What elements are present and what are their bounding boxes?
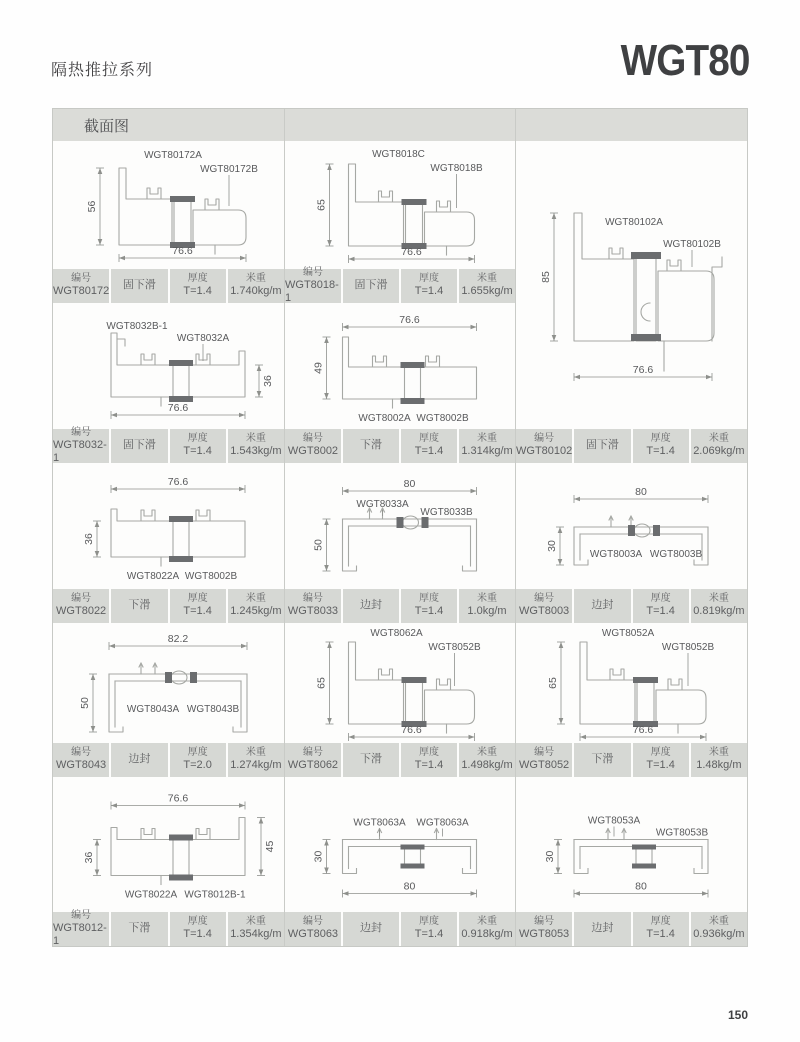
profile-type: 固下滑 xyxy=(585,439,619,452)
info-row xyxy=(53,589,284,623)
svg-text:WGT8032B-1: WGT8032B-1 xyxy=(106,321,168,332)
cross-section-diagram xyxy=(53,463,284,589)
profile-thickness: T=1.4 xyxy=(414,285,444,298)
svg-text:WGT8002B: WGT8002B xyxy=(184,571,238,582)
profile-weight: 1.245kg/m xyxy=(230,605,282,618)
profile-thickness: T=1.4 xyxy=(414,928,444,941)
info-label-weight: 米重 xyxy=(245,273,266,285)
profile-code: WGT8032-1 xyxy=(53,438,107,464)
cross-section-diagram xyxy=(53,623,284,743)
info-row xyxy=(285,589,515,623)
info-label-thickness: 厚度 xyxy=(187,593,208,605)
info-label-weight: 米重 xyxy=(477,747,497,759)
profile-weight: 1.543kg/m xyxy=(230,445,282,458)
info-label-weight: 米重 xyxy=(245,747,266,759)
svg-text:WGT8018B: WGT8018B xyxy=(430,163,483,174)
profile-cell-wgt8002 xyxy=(285,303,516,463)
profile-code: WGT8003 xyxy=(519,605,570,618)
svg-text:WGT8063A: WGT8063A xyxy=(353,817,406,829)
svg-text:76.6: 76.6 xyxy=(167,402,189,414)
info-label-code: 编号 xyxy=(71,747,92,759)
profile-cell-wgt80102 xyxy=(516,141,747,463)
info-label-thickness: 厚度 xyxy=(419,273,439,285)
profile-type: 下滑 xyxy=(591,753,614,766)
svg-text:WGT8062A: WGT8062A xyxy=(370,628,423,639)
info-label-thickness: 厚度 xyxy=(187,433,208,445)
profile-weight: 1.740kg/m xyxy=(230,285,282,298)
info-row xyxy=(53,269,284,303)
profile-cell-wgt8032-1 xyxy=(53,303,285,463)
svg-text:80: 80 xyxy=(635,486,647,498)
svg-text:WGT8003A: WGT8003A xyxy=(589,549,643,560)
svg-text:WGT8053B: WGT8053B xyxy=(655,827,709,839)
info-label-thickness: 厚度 xyxy=(650,433,671,445)
profile-code: WGT8053 xyxy=(519,928,570,941)
info-label-code: 编号 xyxy=(303,916,323,928)
info-label-thickness: 厚度 xyxy=(187,916,208,928)
info-row xyxy=(53,909,284,947)
info-label-code: 编号 xyxy=(303,593,323,605)
profile-thickness: T=1.4 xyxy=(183,605,212,618)
profile-thickness: T=1.4 xyxy=(646,445,675,458)
cross-section-diagram xyxy=(285,463,515,589)
svg-text:WGT8012B-1: WGT8012B-1 xyxy=(184,889,246,901)
profile-weight: 0.918kg/m xyxy=(461,928,513,941)
info-label-code: 编号 xyxy=(534,916,555,928)
profile-type: 下滑 xyxy=(360,753,382,766)
info-label-thickness: 厚度 xyxy=(650,747,671,759)
svg-text:85: 85 xyxy=(540,271,552,283)
info-label-weight: 米重 xyxy=(245,916,266,928)
svg-text:36: 36 xyxy=(83,533,95,545)
profile-type: 边封 xyxy=(360,922,382,935)
info-label-weight: 米重 xyxy=(708,593,729,605)
profile-cell-wgt8043 xyxy=(53,623,285,777)
page-number: 150 xyxy=(727,1008,748,1022)
info-label-code: 编号 xyxy=(534,433,555,445)
cross-section-diagram xyxy=(285,141,515,269)
info-row xyxy=(285,429,515,463)
profile-thickness: T=1.4 xyxy=(183,285,212,298)
info-row xyxy=(285,743,515,777)
profile-thickness: T=2.0 xyxy=(183,759,212,772)
svg-text:WGT8022A: WGT8022A xyxy=(126,571,180,582)
profile-cell-wgt8063 xyxy=(285,777,516,946)
profile-cell-wgt8053 xyxy=(516,777,747,946)
profile-weight: 0.819kg/m xyxy=(693,605,745,618)
svg-text:WGT80172B: WGT80172B xyxy=(200,164,258,175)
profile-weight: 1.498kg/m xyxy=(461,759,513,772)
svg-text:WGT8063A: WGT8063A xyxy=(416,817,469,829)
cross-section-diagram xyxy=(285,303,515,429)
svg-text:WGT8052B: WGT8052B xyxy=(661,642,715,653)
cross-section-diagram xyxy=(516,463,747,589)
profile-cell-wgt8003 xyxy=(516,463,747,623)
profile-weight: 1.48kg/m xyxy=(696,759,742,772)
profile-code: WGT80102 xyxy=(516,445,573,458)
info-row xyxy=(516,429,747,463)
info-label-thickness: 厚度 xyxy=(419,747,439,759)
profile-type: 边封 xyxy=(128,753,151,766)
profile-weight: 2.069kg/m xyxy=(693,445,745,458)
profile-thickness: T=1.4 xyxy=(414,759,444,772)
profile-type: 固下滑 xyxy=(122,279,156,292)
info-label-weight: 米重 xyxy=(245,433,266,445)
profile-type: 固下滑 xyxy=(122,439,156,452)
info-label-weight: 米重 xyxy=(708,916,729,928)
info-label-code: 编号 xyxy=(71,593,92,605)
info-row xyxy=(53,426,284,464)
svg-text:WGT8052A: WGT8052A xyxy=(601,628,655,639)
section-table xyxy=(52,108,748,947)
svg-text:36: 36 xyxy=(262,375,274,387)
svg-text:36: 36 xyxy=(83,851,95,864)
svg-text:WGT8053A: WGT8053A xyxy=(587,815,641,827)
profile-cell-wgt8012-1 xyxy=(53,777,285,946)
profile-code: WGT8002 xyxy=(287,445,339,458)
profile-weight: 1.0kg/m xyxy=(467,605,507,618)
profile-thickness: T=1.4 xyxy=(183,928,212,941)
info-label-weight: 米重 xyxy=(477,593,497,605)
profile-type: 边封 xyxy=(591,599,614,612)
section-header-title: 截面图 xyxy=(84,117,130,135)
profile-cell-wgt8033 xyxy=(285,463,516,623)
info-label-code: 编号 xyxy=(71,909,92,921)
profile-code: WGT8022 xyxy=(56,605,107,618)
profile-thickness: T=1.4 xyxy=(414,605,444,618)
svg-text:65: 65 xyxy=(547,677,559,689)
svg-text:82.2: 82.2 xyxy=(167,633,189,645)
info-label-weight: 米重 xyxy=(245,593,266,605)
svg-text:WGT8018C: WGT8018C xyxy=(372,149,425,160)
info-label-code: 编号 xyxy=(534,593,555,605)
svg-text:30: 30 xyxy=(546,540,558,552)
info-label-code: 编号 xyxy=(534,747,555,759)
svg-text:50: 50 xyxy=(312,539,325,551)
info-label-thickness: 厚度 xyxy=(650,593,671,605)
cross-section-diagram xyxy=(53,777,284,912)
svg-text:76.6: 76.6 xyxy=(632,364,654,376)
profile-cell-wgt80172 xyxy=(53,141,285,303)
info-label-thickness: 厚度 xyxy=(187,747,208,759)
info-label-code: 编号 xyxy=(303,433,323,445)
info-row xyxy=(516,743,747,777)
profile-code: WGT8012-1 xyxy=(53,921,107,947)
section-header-cell xyxy=(53,109,285,141)
info-label-weight: 米重 xyxy=(708,747,729,759)
svg-text:WGT8002B: WGT8002B xyxy=(416,413,469,424)
section-header-cell xyxy=(285,109,516,141)
info-label-code: 编号 xyxy=(71,426,92,438)
info-label-thickness: 厚度 xyxy=(419,593,439,605)
profile-weight: 0.936kg/m xyxy=(693,928,745,941)
cross-section-diagram xyxy=(516,777,747,912)
profile-cell-wgt8052 xyxy=(516,623,747,777)
profile-thickness: T=1.4 xyxy=(414,445,444,458)
info-row xyxy=(53,743,284,777)
svg-text:WGT8043B: WGT8043B xyxy=(186,704,240,715)
svg-text:65: 65 xyxy=(315,199,328,211)
info-label-weight: 米重 xyxy=(477,433,497,445)
svg-text:76.6: 76.6 xyxy=(167,476,189,488)
info-row xyxy=(285,912,515,946)
svg-text:76.6: 76.6 xyxy=(399,314,420,326)
cross-section-diagram xyxy=(516,141,747,429)
profile-type: 边封 xyxy=(591,922,614,935)
info-row xyxy=(285,266,515,304)
info-label-thickness: 厚度 xyxy=(419,433,439,445)
info-label-weight: 米重 xyxy=(477,916,497,928)
svg-text:WGT8022A: WGT8022A xyxy=(124,889,178,901)
profile-thickness: T=1.4 xyxy=(183,445,212,458)
cross-section-diagram xyxy=(285,777,515,912)
model-title: WGT80 xyxy=(621,36,750,85)
svg-text:76.6: 76.6 xyxy=(172,245,193,257)
profile-weight: 1.354kg/m xyxy=(230,928,282,941)
profile-type: 固下滑 xyxy=(354,279,388,292)
svg-text:30: 30 xyxy=(312,850,325,863)
svg-text:WGT8033B: WGT8033B xyxy=(420,507,473,518)
profile-code: WGT8062 xyxy=(287,759,339,772)
svg-text:WGT8002A: WGT8002A xyxy=(358,413,411,424)
info-label-weight: 米重 xyxy=(708,433,729,445)
cross-section-diagram xyxy=(516,623,747,743)
profile-thickness: T=1.4 xyxy=(646,928,675,941)
svg-text:WGT80102A: WGT80102A xyxy=(605,217,663,228)
svg-text:WGT80172A: WGT80172A xyxy=(144,150,202,161)
profile-type: 下滑 xyxy=(360,439,382,452)
profile-code: WGT8052 xyxy=(519,759,570,772)
svg-text:76.6: 76.6 xyxy=(401,246,422,258)
svg-text:45: 45 xyxy=(264,840,276,853)
cross-section-diagram xyxy=(285,623,515,743)
svg-text:WGT8032A: WGT8032A xyxy=(176,333,230,344)
profile-cell-wgt8022 xyxy=(53,463,285,623)
section-header-cell xyxy=(516,109,747,141)
info-label-code: 编号 xyxy=(303,266,323,278)
profile-weight: 1.274kg/m xyxy=(230,759,282,772)
svg-text:WGT80102B: WGT80102B xyxy=(663,239,721,250)
svg-text:80: 80 xyxy=(403,478,416,490)
svg-text:30: 30 xyxy=(544,850,556,863)
cross-section-diagram xyxy=(53,303,284,429)
svg-text:56: 56 xyxy=(86,200,98,213)
svg-text:WGT8033A: WGT8033A xyxy=(356,499,409,510)
svg-text:65: 65 xyxy=(315,677,328,689)
profile-cell-wgt8062 xyxy=(285,623,516,777)
profile-code: WGT8033 xyxy=(287,605,339,618)
profile-weight: 1.314kg/m xyxy=(461,445,513,458)
cross-section-diagram xyxy=(53,141,284,269)
profile-weight: 1.655kg/m xyxy=(461,285,513,298)
svg-text:76.6: 76.6 xyxy=(632,724,654,736)
svg-text:80: 80 xyxy=(403,880,416,893)
profile-code: WGT8063 xyxy=(287,928,339,941)
info-row xyxy=(516,912,747,946)
profile-code: WGT8018-1 xyxy=(285,278,339,304)
profile-code: WGT80172 xyxy=(53,285,110,298)
series-title: 隔热推拉系列 xyxy=(51,62,154,79)
profile-code: WGT8043 xyxy=(56,759,107,772)
svg-text:WGT8052B: WGT8052B xyxy=(428,642,481,653)
info-label-code: 编号 xyxy=(71,273,92,285)
profile-thickness: T=1.4 xyxy=(646,759,675,772)
profile-type: 下滑 xyxy=(128,599,151,612)
info-label-code: 编号 xyxy=(303,747,323,759)
profile-type: 下滑 xyxy=(128,922,151,935)
info-label-weight: 米重 xyxy=(477,273,497,285)
svg-text:76.6: 76.6 xyxy=(401,724,422,736)
svg-text:WGT8003B: WGT8003B xyxy=(649,549,703,560)
profile-cell-wgt8018-1 xyxy=(285,141,516,303)
svg-text:50: 50 xyxy=(79,697,91,709)
info-label-thickness: 厚度 xyxy=(650,916,671,928)
info-label-thickness: 厚度 xyxy=(419,916,439,928)
svg-text:49: 49 xyxy=(312,362,325,374)
svg-text:80: 80 xyxy=(635,880,647,893)
svg-text:76.6: 76.6 xyxy=(167,792,189,805)
profile-type: 边封 xyxy=(360,599,382,612)
profile-thickness: T=1.4 xyxy=(646,605,675,618)
info-row xyxy=(516,589,747,623)
info-label-thickness: 厚度 xyxy=(187,273,208,285)
svg-text:WGT8043A: WGT8043A xyxy=(126,704,180,715)
